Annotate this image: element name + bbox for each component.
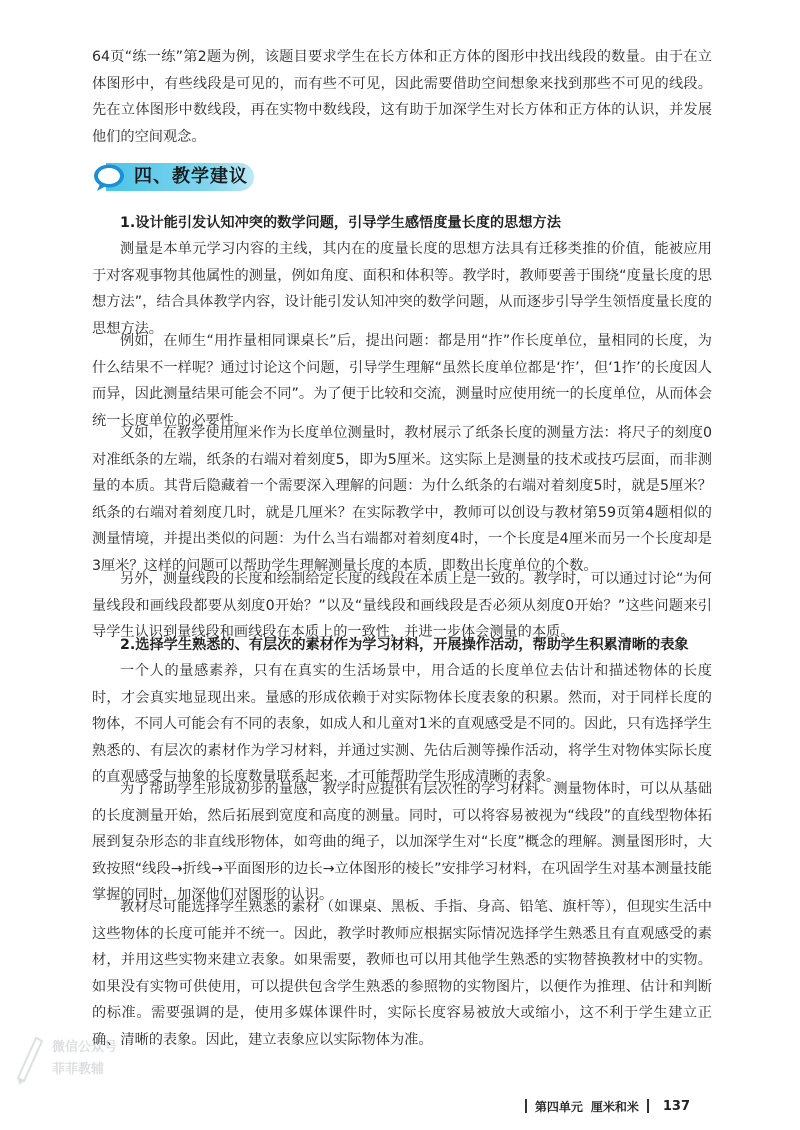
paragraph-1-4: 另外，测量线段的长度和绘制给定长度的线段在本质上是一致的。教学时，可以通过讨论“为何量线段和画线段都要从刻度0开始？”以及“量线段和画线段是否必须从刻度0开始？”这些问题来引导学生认识到量线段和画线段在本质上的一致性，并进一步体会测量的本质。 (92, 571, 712, 640)
page-number: 137 (662, 1098, 690, 1114)
subsection-heading-2: 2.选择学生熟悉的、有层次的素材作为学习材料，开展操作活动，帮助学生积累清晰的表象 (120, 637, 689, 653)
paragraph-1-3: 又如，在教学使用厘米作为长度单位测量时，教材展示了纸条长度的测量方法：将尺子的刻度0对准纸条的左端，纸条的右端对着刻度5，即为5厘米。这实际上是测量的技术或技巧层面，而非测量的本质。其背后隐藏着一个需要深入理解的问题：为什么纸条的右端对着刻度5时，就是5厘米？纸条的右端对着刻度几时，就是几厘米？在实际教学中，教师可以创设与教材第59页第4题相似的测量情境，并提出类似的问题：为什么当右端都对着刻度4时，一个长度是4厘米而另一个长度却是3厘米？这样的问题可以帮助学生理解测量长度的本质，即数出长度单位的个数。 (92, 425, 712, 574)
watermark (8, 1030, 138, 1086)
footer-unit: 第四单元 (534, 1099, 583, 1114)
subsection-heading-1: 1.设计能引发认知冲突的数学问题，引导学生感悟度量长度的思想方法 (120, 215, 561, 231)
section-title: 四、教学建议 (134, 166, 248, 187)
paragraph-1-2: 例如，在师生“用拃量相同课桌长”后，提出问题：都是用“拃”作长度单位，量相同的长度，为什么结果不一样呢？通过讨论这个问题，引导学生理解“虽然长度单位都是‘拃’，但‘1拃’的长度因人而异，因此测量结果可能会不同”。为了便于比较和交流，测量时应使用统一的长度单位，从而体会统一长度单位的必要性。 (92, 333, 712, 429)
footer-divider (525, 1099, 527, 1113)
watermark-line-2: 菲菲教辅 (52, 1062, 105, 1077)
section-banner (92, 158, 254, 196)
page-footer (525, 1096, 690, 1116)
footer-divider (647, 1099, 649, 1113)
speech-bubble-icon (92, 162, 126, 192)
paragraph-1-1: 测量是本单元学习内容的主线，其内在的度量长度的思想方法具有迁移类推的价值，能被应用于对客观事物其他属性的测量，例如角度、面积和体积等。教学时，教师要善于围绕“度量长度的思想方法”，结合具体教学内容，设计能引发认知冲突的数学问题，从而逐步引导学生领悟度量长度的思想方法。 (92, 241, 712, 337)
intro-paragraph: 64页“练一练”第2题为例，该题目要求学生在长方体和正方体的图形中找出线段的数量。由于在立体图形中，有些线段是可见的，而有些不可见，因此需要借助空间想象来找到那些不可见的线段。先在立体图形中数线段，再在实物中数线段，这有助于加深学生对长方体和正方体的认识，并发展他们的空间观念。 (92, 49, 712, 145)
paragraph-2-1: 一个人的量感素养，只有在真实的生活场景中，用合适的长度单位去估计和描述物体的长度时，才会真实地显现出来。量感的形成依赖于对实际物体长度表象的积累。然而，对于同样长度的物体，不同人可能会有不同的表象，如成人和儿童对1米的直观感受是不同的。因此，只有选择学生熟悉的、有层次的素材作为学习材料，并通过实测、先估后测等操作活动，将学生对物体实际长度的直观感受与抽象的长度数量联系起来，才可能帮助学生形成清晰的表象。 (92, 663, 712, 785)
paragraph-2-2: 为了帮助学生形成初步的量感，教学时应提供有层次性的学习材料。测量物体时，可以从基础的长度测量开始，然后拓展到宽度和高度的测量。同时，可以将容易被视为“线段”的直线型物体拓展到复杂形态的非直线形物体，如弯曲的绳子，以加深学生对“长度”概念的理解。测量图形时，大致按照“线段→折线→平面图形的边长→立体图形的棱长”安排学习材料，在巩固学生对基本测量技能掌握的同时，加深他们对图形的认识。 (92, 781, 712, 903)
paragraph-2-3: 教材尽可能选择学生熟悉的素材（如课桌、黑板、手指、身高、铅笔、旗杆等），但现实生活中这些物体的长度可能并不统一。因此，教学时教师应根据实际情况选择学生熟悉且有直观感受的素材，并用这些实物来建立表象。如果需要，教师也可以用其他学生熟悉的实物替换教材中的实物。如果没有实物可供使用，可以提供包含学生熟悉的参照物的实物图片，以便作为推理、估计和判断的标准。需要强调的是，使用多媒体课件时，实际长度容易被放大或缩小，这不利于学生建立正确、清晰的表象。因此，建立表象应以实际物体为准。 (92, 899, 712, 1048)
watermark-line-1: 微信公众号 (52, 1040, 118, 1055)
pencil-icon (8, 1030, 48, 1086)
footer-topic: 厘米和米 (590, 1099, 639, 1114)
